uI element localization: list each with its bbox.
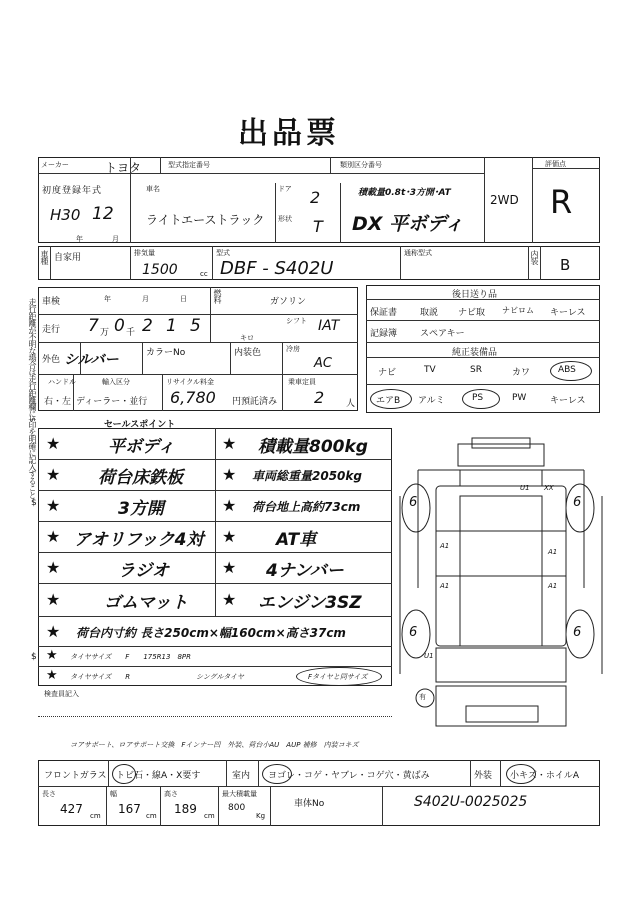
doc-keyless: キーレス [550, 308, 586, 318]
fuel-label: 燃料 [213, 289, 222, 303]
mark-u1-2: U1 [424, 652, 434, 660]
doc-navi-rom: ナビロム [502, 306, 534, 315]
mark-a1-2: A1 [548, 548, 558, 556]
usage-label: 車種 [40, 250, 49, 264]
tire-mark-rr: 6 [573, 625, 582, 640]
equip-leather: カワ [512, 368, 531, 378]
doors-label: ドア [278, 185, 292, 193]
star-2b: ★ [222, 465, 237, 484]
tire-mark-rl: 6 [409, 625, 418, 640]
shift-label: シフト [286, 317, 307, 325]
wid-unit: cm [146, 812, 157, 820]
len-unit: cm [90, 812, 101, 820]
colorno-label: カラーNo [146, 348, 186, 358]
star-tire1: ★ [46, 648, 58, 663]
fuel-value: ガソリン [270, 297, 307, 307]
star-4b: ★ [222, 527, 237, 546]
handle-label: ハンドル [48, 378, 76, 386]
seats-unit: 人 [346, 399, 356, 409]
notes: コアサポート、ロアサポート交換 Fインナー凹 外装、荷台小AU AUP 補修 内装コキズ [70, 741, 359, 749]
import-label: 輸入区分 [102, 378, 130, 386]
category-label: 類別区分番号 [340, 161, 382, 169]
doc-spare-key: スペアキー [420, 329, 465, 339]
maker-value: トヨタ [105, 161, 142, 175]
type-label: 型式 [216, 249, 230, 257]
sales-5a: ラジオ [118, 561, 169, 581]
len-value: 427 [60, 802, 83, 816]
trim-value: DX 平ボディ [352, 213, 464, 235]
equip-keyless: キーレス [550, 396, 586, 406]
doc-record: 記録簿 [370, 329, 398, 339]
page-title: 出品票 [238, 116, 340, 151]
sales-6b: エンジン3SZ [258, 593, 362, 613]
reg-month-value: 12 [92, 204, 114, 224]
recycle-label: リサイクル料金 [166, 378, 215, 386]
incolor-label: 内装色 [234, 348, 262, 358]
mark-a1-1: A1 [440, 542, 450, 550]
glass-value: トビ石・線A・X要す [116, 771, 201, 781]
seats-value: 2 [314, 388, 325, 407]
interior-value: B [560, 256, 571, 274]
wid-value: 167 [118, 802, 141, 816]
tire-same: Fタイヤと同サイズ [308, 673, 368, 681]
equip-airbag: エアB [376, 396, 401, 406]
name-label: 車名 [146, 185, 160, 193]
sales-wide: 荷台内寸約 長さ250cm×幅160cm×高さ37cm [76, 626, 346, 640]
drive-value: 2WD [490, 193, 519, 207]
inspector-label: 検査員記入 [44, 690, 79, 698]
vin-value: S402U-0025025 [414, 794, 528, 810]
mark-u1: U1 [520, 484, 530, 492]
spec-line: 積載量0.8t･3方開･AT [358, 188, 451, 198]
tire-rear: タイヤサイズ R [70, 673, 131, 681]
star-wide: ★ [46, 622, 61, 641]
ext-value: 小キズ・ホイルA [510, 771, 579, 781]
sales-6a: ゴムマット [104, 593, 188, 613]
doc-navi-manual: ナビ取 [458, 308, 486, 318]
equip-navi: ナビ [378, 368, 397, 378]
hgt-label: 高さ [164, 790, 178, 798]
star-5a: ★ [46, 558, 61, 577]
inspection-year: 年 [104, 295, 111, 303]
sales-1b: 積載量800kg [258, 437, 368, 457]
doc-manual: 取説 [420, 308, 439, 318]
sales-3b: 荷台地上高約73cm [252, 500, 361, 514]
interior-label: 内装 [530, 250, 539, 264]
color-value: シルバー [64, 352, 119, 368]
equip-tv: TV [424, 365, 436, 375]
vehicle-diagram [396, 436, 606, 736]
doc-warranty: 保証書 [370, 308, 398, 318]
name-value: ライトエーストラック [146, 213, 265, 227]
star-2a: ★ [46, 465, 61, 484]
mileage-digit-3: 2 [142, 316, 153, 336]
recycle-note: 円預託済み [232, 397, 278, 407]
disp-value: 1500 [142, 262, 178, 278]
equip-title: 純正装備品 [452, 348, 498, 358]
hgt-value: 189 [174, 802, 197, 816]
mark-xx: XX [544, 484, 554, 492]
grade-label: 評価点 [545, 160, 566, 168]
tire-mark-fl: 6 [409, 495, 418, 510]
star-4a: ★ [46, 527, 61, 546]
shift-value: IAT [318, 318, 340, 334]
inspection-month: 月 [142, 295, 149, 303]
year-unit: 年 [76, 235, 83, 243]
mileage-digit-5: 5 [190, 316, 201, 336]
color-label: 外色 [42, 355, 61, 365]
recycle-value: 6,780 [170, 388, 216, 407]
star-1a: ★ [46, 434, 61, 453]
mileage-digit-1: 7 [88, 316, 99, 336]
star-3a: ★ [46, 496, 61, 515]
star-6b: ★ [222, 590, 237, 609]
body-label: 形状 [278, 215, 292, 223]
star-6a: ★ [46, 590, 61, 609]
seats-label: 乗車定員 [288, 378, 316, 386]
mark-a1-3: A1 [440, 582, 450, 590]
star-3b: ★ [222, 496, 237, 515]
tire-single: シングルタイヤ [196, 673, 245, 681]
ac-value: AC [314, 356, 332, 371]
equip-alloy: アルミ [418, 396, 445, 406]
room-value: ヨゴレ・コゲ・ヤブレ・コゲ穴・黄ばみ [268, 771, 430, 781]
mark-a1-4: A1 [548, 582, 558, 590]
sales-2b: 車両総重量2050kg [252, 469, 362, 483]
load-value: 800 [228, 803, 246, 813]
doors-value: 2 [310, 188, 321, 207]
mileage-label: 走行 [42, 325, 61, 335]
handle-value: 右・左 [44, 397, 72, 407]
tire-mark-fr: 6 [573, 495, 582, 510]
sales-2a: 荷台床鉄板 [98, 468, 183, 488]
wid-label: 幅 [110, 790, 117, 798]
sales-4a: アオリフック4対 [74, 530, 204, 550]
disp-label: 排気量 [134, 249, 155, 257]
vin-label: 車体No [294, 799, 325, 809]
mileage-sen: 千 [126, 328, 136, 338]
hgt-unit: cm [204, 812, 215, 820]
type-value: DBF - S402U [220, 258, 334, 279]
dollar-mark-2: $ [31, 652, 37, 662]
equip-pw: PW [512, 393, 527, 403]
reg-label: 初度登録年式 [42, 186, 103, 196]
grade-value: R [550, 183, 573, 221]
load-unit: Kg [256, 812, 266, 820]
sales-3a: 3方開 [118, 499, 164, 519]
star-1b: ★ [222, 434, 237, 453]
mileage-digit-2: 0 [114, 316, 125, 336]
inspection-day: 日 [180, 295, 187, 303]
dollar-mark-1: $ [31, 498, 37, 508]
sales-title: セールスポイント [104, 420, 176, 430]
mark-yu: 有 [419, 693, 426, 701]
model-code-label: 型式指定番号 [168, 161, 210, 169]
ac-label: 冷房 [286, 345, 300, 353]
common-type-label: 通称型式 [404, 249, 432, 257]
import-value: ディーラー・並行 [76, 397, 148, 407]
star-5b: ★ [222, 558, 237, 577]
disp-unit: cc [200, 270, 208, 278]
ext-label: 外装 [474, 771, 493, 781]
load-label: 最大積載量 [222, 790, 257, 798]
sales-1a: 平ボディ [108, 437, 175, 457]
docs-title: 後日送り品 [452, 290, 498, 300]
maker-label: メーカー [41, 161, 69, 169]
month-unit: 月 [112, 235, 119, 243]
era-value: H30 [50, 206, 81, 224]
equip-sr: SR [470, 365, 482, 375]
sales-5b: 4ナンバー [266, 561, 344, 581]
star-tire2: ★ [46, 668, 58, 683]
km-unit: キロ [240, 334, 254, 342]
mileage-digit-4: 1 [166, 316, 177, 336]
inspection-label: 車検 [42, 297, 61, 307]
sales-4b: AT車 [276, 530, 317, 550]
equip-ps: PS [472, 393, 484, 403]
tire-front: タイヤサイズ F 175R13 8PR [70, 653, 191, 661]
len-label: 長さ [42, 790, 56, 798]
equip-abs: ABS [558, 365, 576, 375]
mileage-man: 万 [100, 328, 110, 338]
usage-value: 自家用 [54, 253, 82, 263]
room-label: 室内 [232, 771, 251, 781]
side-note: 走行距離が不明な場合は走行距離欄に$印を明確に記入すること [28, 298, 37, 499]
glass-label: フロントガラス [44, 771, 107, 781]
body-value: T [313, 217, 323, 236]
